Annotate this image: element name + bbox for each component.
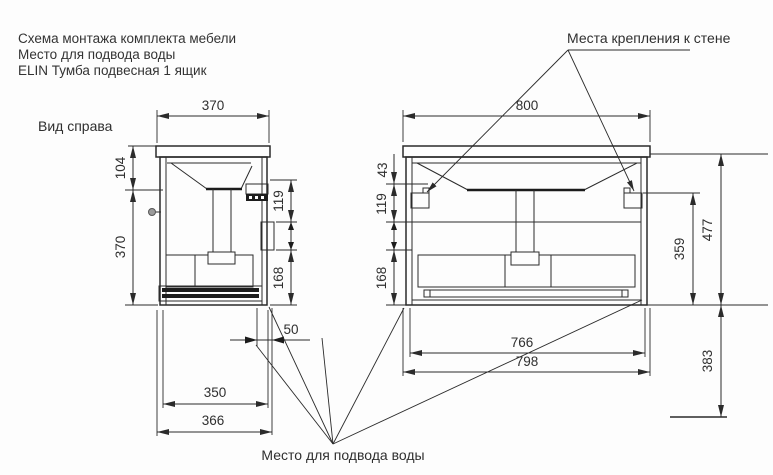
side-view-drawing	[149, 146, 275, 305]
bracket-hole	[261, 196, 264, 199]
dim-front-bracket-to-opening: 119	[374, 193, 389, 215]
wall-mount-label: Места крепления к стене	[567, 30, 731, 46]
front-cabinet-body	[406, 157, 647, 305]
front-left-bracket	[411, 193, 429, 208]
dim-front-bottom-to-floor: 383	[700, 349, 715, 373]
title-line-2: Место для подвода воды	[18, 47, 176, 62]
front-view-drawing	[403, 146, 650, 305]
front-bottom-rail	[424, 290, 628, 297]
dim-front-bracket-to-bottom: 359	[672, 237, 687, 261]
side-countertop	[156, 146, 270, 157]
dim-front-opening-to-bottom: 168	[374, 266, 389, 290]
side-drain-end	[208, 252, 235, 264]
front-drain-end	[511, 252, 539, 265]
dim-side-overall-depth: 366	[201, 413, 225, 428]
dim-front-inner-width: 766	[510, 335, 534, 350]
side-view-label: Вид справа	[38, 118, 113, 134]
dim-side-depth: 370	[201, 98, 225, 113]
dim-side-body-depth: 350	[203, 385, 227, 400]
dim-front-overall-height: 477	[700, 218, 715, 242]
water-supply-label: Место для подвода воды	[261, 447, 425, 463]
dim-front-body-width: 798	[515, 354, 539, 369]
title-line-3: ELIN Тумба подвесная 1 ящик	[18, 63, 207, 78]
side-drawer-front-bar	[162, 288, 259, 292]
side-fixing-screw	[149, 209, 156, 216]
dim-front-width: 800	[515, 98, 539, 113]
dim-side-bracket-to-opening: 119	[271, 190, 286, 212]
side-drawer-front-bar	[162, 294, 259, 298]
front-right-bracket-step	[624, 188, 630, 193]
dim-side-top-offset: 104	[113, 156, 128, 180]
front-right-bracket	[624, 193, 642, 208]
front-basin	[412, 163, 641, 190]
dim-side-opening-to-bottom: 168	[271, 266, 286, 290]
side-basin	[167, 163, 252, 189]
dim-front-top-to-bracket: 43	[375, 162, 390, 178]
bracket-hole	[255, 196, 258, 199]
water-supply-callout	[256, 300, 642, 463]
side-wall-bracket	[246, 184, 268, 194]
title-block	[18, 31, 236, 78]
title-line-1: Схема монтажа комплекта мебели	[18, 31, 237, 46]
dim-side-body-height: 370	[113, 235, 128, 259]
wall-mount-callout	[427, 30, 731, 192]
side-view-dimensions	[113, 98, 310, 436]
bracket-hole	[249, 196, 252, 199]
dim-side-water-offset: 50	[283, 322, 299, 337]
front-countertop	[403, 146, 650, 157]
